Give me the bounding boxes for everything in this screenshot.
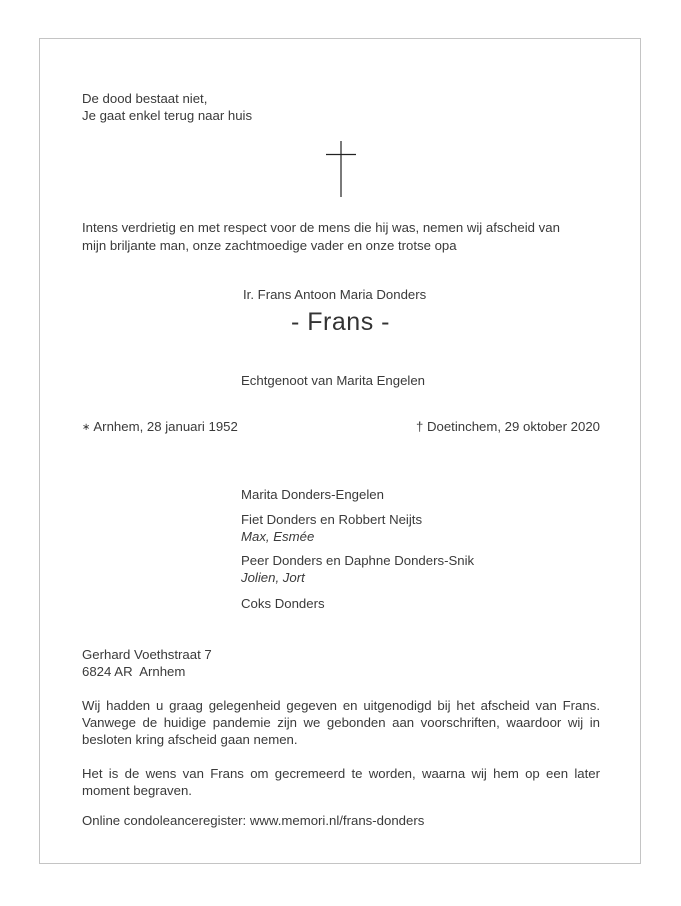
family-member-4: Coks Donders — [241, 596, 325, 611]
birth-text: Arnhem, 28 januari 1952 — [93, 419, 238, 434]
motto-line-2: Je gaat enkel terug naar huis — [82, 108, 253, 123]
death-text: Doetinchem, 29 oktober 2020 — [426, 419, 600, 434]
birth-line — [82, 418, 238, 436]
address-postal-city: 6824 AR Arnhem — [82, 664, 186, 679]
death-line — [416, 418, 600, 435]
family-member-2-children: Max, Esmée — [241, 529, 315, 544]
farewell-paragraph: Wij hadden u graag gelegenheid gegeven en uitgenodigd bij het afscheid van Frans. Vanwege de huidige pandemie zijn we gebonden aan voorschriften, waardoor wij in besloten kring afscheid gaan nemen. — [82, 698, 600, 747]
motto-line-1: De dood bestaat niet, — [82, 91, 208, 106]
family-member-1: Marita Donders-Engelen — [241, 487, 384, 502]
spouse-line: Echtgenoot van Marita Engelen — [241, 373, 426, 388]
call-name: - Frans - — [291, 308, 390, 336]
condolence-register: Online condoleanceregister: www.memori.nl/frans-donders — [82, 813, 425, 828]
family-member-3-children: Jolien, Jort — [241, 570, 305, 585]
address-street: Gerhard Voethstraat 7 — [82, 647, 212, 662]
latin-cross-icon — [326, 141, 356, 197]
intro-line-2: mijn briljante man, onze zachtmoedige vader en onze trotse opa — [82, 238, 457, 253]
death-dagger-icon: † — [415, 419, 424, 434]
full-name: Ir. Frans Antoon Maria Donders — [243, 287, 427, 302]
birth-asterisk-icon: ∗ — [82, 422, 91, 433]
cremation-paragraph: Het is de wens van Frans om gecremeerd te worden, waarna wij hem op een later moment begraven. — [82, 766, 600, 798]
family-member-2: Fiet Donders en Robbert Neijts — [241, 512, 423, 527]
family-member-3: Peer Donders en Daphne Donders-Snik — [241, 553, 475, 568]
intro-line-1: Intens verdrietig en met respect voor de mens die hij was, nemen wij afscheid van — [82, 220, 560, 235]
